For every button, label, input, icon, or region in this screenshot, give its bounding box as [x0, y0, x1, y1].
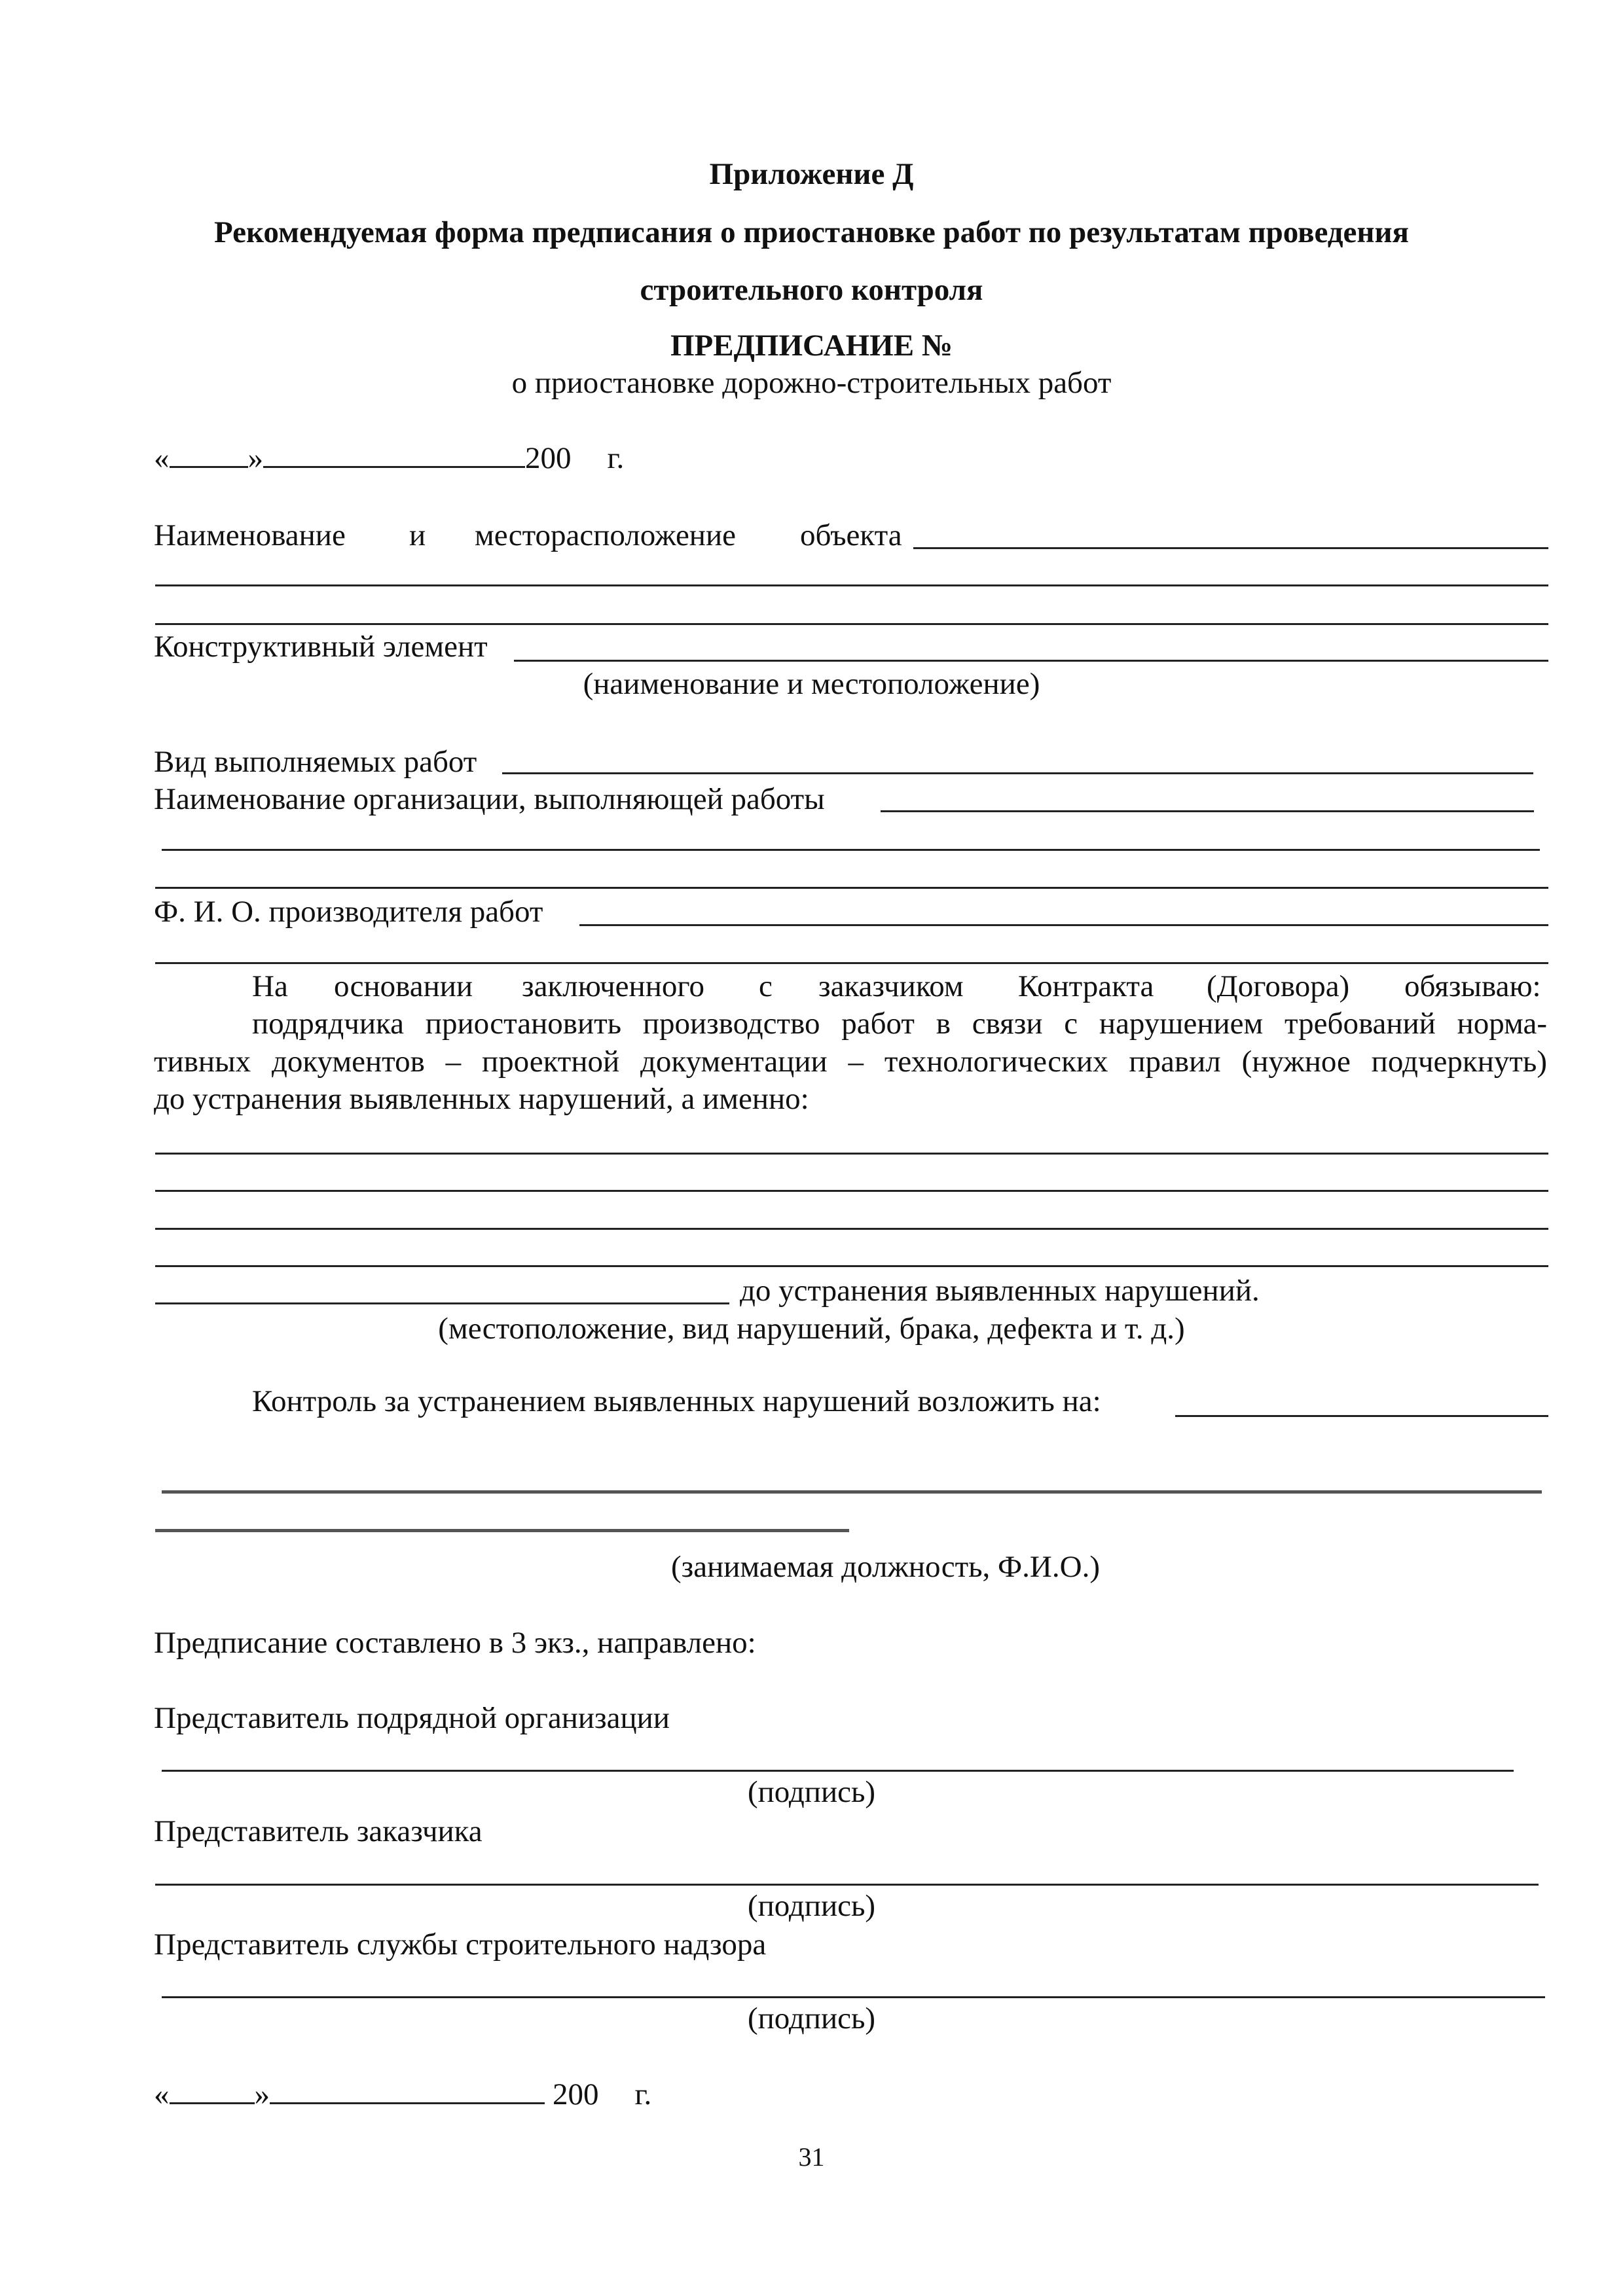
organization-extra-line-1[interactable]: [162, 849, 1540, 851]
violations-line-2[interactable]: [155, 1190, 1548, 1192]
form-title-line2: строительного контроля: [640, 273, 983, 307]
body-w8: обязываю:: [1404, 969, 1541, 1003]
organization-input-line[interactable]: [881, 810, 1534, 812]
position-hint: (занимаемая должность, Ф.И.О.): [671, 1550, 1100, 1584]
element-hint: (наименование и местоположение): [583, 667, 1040, 701]
control-extra-line-2[interactable]: [155, 1529, 849, 1532]
object-extra-line-1[interactable]: [155, 584, 1548, 586]
work-type-input-line[interactable]: [502, 772, 1533, 774]
body-w4: с: [759, 969, 773, 1003]
document-title: ПРЕДПИСАНИЕ №: [670, 329, 953, 363]
element-label: Конструктивный элемент: [154, 630, 488, 664]
violations-line-1[interactable]: [155, 1153, 1548, 1155]
appendix-label: Приложение Д: [709, 157, 914, 191]
date-year-prefix: 200: [553, 2077, 599, 2111]
rep-supervision-label: Представитель службы строительного надзора: [154, 1928, 767, 1962]
object-extra-line-2[interactable]: [155, 623, 1548, 625]
object-label-w4: объекта: [800, 518, 902, 552]
control-extra-line-1[interactable]: [162, 1490, 1542, 1494]
violations-line-4[interactable]: [155, 1265, 1548, 1267]
date-bottom: [154, 2076, 651, 2113]
date-year-suffix: г.: [607, 441, 625, 475]
object-label-w3: месторасположение: [475, 518, 736, 552]
form-title-line1: Рекомендуемая форма предписания о приостановке работ по результатам проведения: [214, 215, 1409, 249]
rep-supervision-signature-hint: (подпись): [747, 2001, 876, 2036]
page-number: 31: [798, 2142, 825, 2172]
body-w1: На: [252, 969, 288, 1003]
copies-text: Предписание составлено в 3 экз., направлено:: [154, 1626, 756, 1660]
element-input-line[interactable]: [514, 660, 1548, 662]
rep-customer-label: Представитель заказчика: [154, 1814, 483, 1848]
rep-contractor-label: Представитель подрядной организации: [154, 1701, 670, 1735]
date-month-blank[interactable]: [270, 2076, 545, 2104]
body-line-4: до устранения выявленных нарушений, а именно:: [154, 1082, 809, 1116]
document-subtitle: о приостановке дорожно-строительных работ: [511, 366, 1112, 400]
until-text: до устранения выявленных нарушений.: [740, 1274, 1260, 1308]
violations-line-5[interactable]: [155, 1302, 729, 1304]
date-year-suffix: г.: [634, 2077, 652, 2111]
date-open-quote: «: [154, 441, 170, 475]
date-top: [154, 440, 624, 476]
work-type-label: Вид выполняемых работ: [154, 745, 477, 779]
violations-hint: (местоположение, вид нарушений, брака, дефекта и т. д.): [438, 1312, 1185, 1346]
date-month-blank[interactable]: [263, 440, 525, 468]
date-day-blank[interactable]: [170, 2076, 255, 2104]
organization-label: Наименование организации, выполняющей работы: [154, 782, 825, 816]
object-label-w2: и: [409, 518, 426, 552]
violations-line-3[interactable]: [155, 1228, 1548, 1230]
object-label-w1: Наименование: [154, 518, 346, 552]
foreman-label: Ф. И. О. производителя работ: [154, 895, 543, 929]
foreman-input-line[interactable]: [579, 924, 1548, 926]
date-day-blank[interactable]: [170, 440, 248, 468]
control-label: Контроль за устранением выявленных нарушений возложить на:: [252, 1384, 1101, 1418]
body-w6: Контракта: [1018, 969, 1154, 1003]
body-w3: заключенного: [522, 969, 704, 1003]
rep-customer-signature-hint: (подпись): [747, 1889, 876, 1923]
body-w5: заказчиком: [818, 969, 964, 1003]
body-w2: основании: [334, 969, 473, 1003]
date-year-prefix: 200: [525, 441, 572, 475]
rep-contractor-signature-hint: (подпись): [747, 1775, 876, 1809]
date-open-quote: «: [154, 2077, 170, 2111]
body-line-2: подрядчика приостановить производство работ в связи с нарушением требований норма-: [252, 1007, 1547, 1041]
rep-customer-signature-line[interactable]: [155, 1884, 1539, 1886]
control-input-line[interactable]: [1175, 1415, 1548, 1417]
date-close-quote: »: [254, 2077, 270, 2111]
rep-supervision-signature-line[interactable]: [162, 1996, 1545, 1998]
organization-extra-line-2[interactable]: [155, 887, 1548, 889]
object-input-line[interactable]: [913, 547, 1548, 549]
body-line-3: тивных документов – проектной документации – технологических правил (нужное подчеркнуть): [154, 1045, 1547, 1079]
rep-contractor-signature-line[interactable]: [162, 1770, 1514, 1772]
body-w7: (Договора): [1207, 969, 1350, 1003]
foreman-extra-line[interactable]: [155, 962, 1548, 964]
date-close-quote: »: [247, 441, 263, 475]
